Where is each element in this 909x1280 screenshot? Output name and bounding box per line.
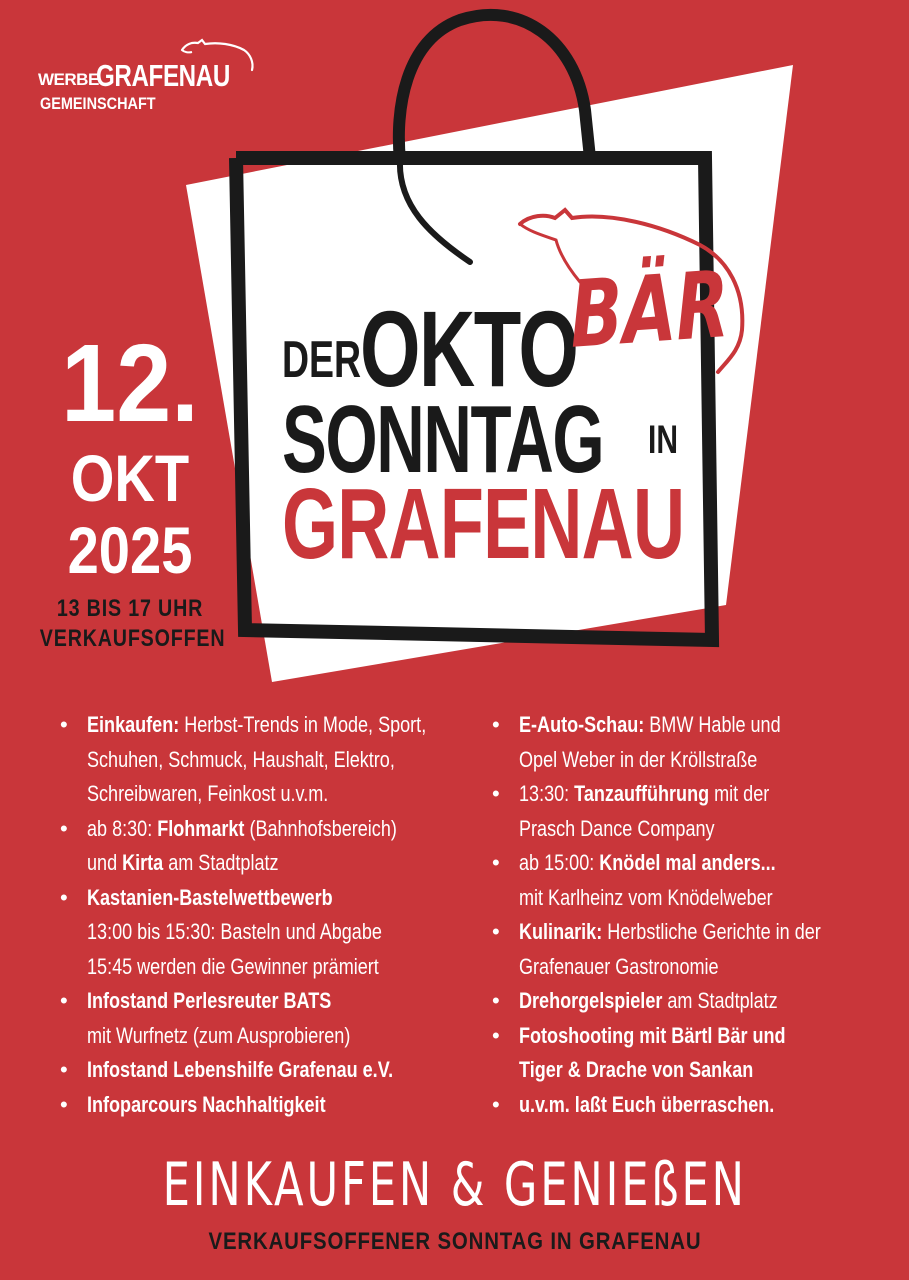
bullet-icon: •	[492, 1091, 500, 1117]
list-item: • Kulinarik: Herbstliche Gerichte in der Grafenauer Gastronomie	[492, 915, 902, 984]
footer-subtitle: VERKAUFSOFFENER SONNTAG IN GRAFENAU	[208, 1228, 701, 1255]
event-open-label: VERKAUFSOFFEN	[39, 625, 226, 652]
event-year: 2025	[67, 513, 193, 587]
bullet-icon: •	[492, 988, 500, 1013]
bullet-icon: •	[60, 884, 68, 910]
list-item: • ab 15:00: Knödel mal anders... mit Karlheinz vom Knödelweber	[492, 846, 902, 915]
list-item: • ab 8:30: Flohmarkt (Bahnhofsbereich) und Kirta am Stadtplatz	[60, 812, 480, 881]
list-item: • Einkaufen: Herbst-Trends in Mode, Sport, Schuhen, Schmuck, Haushalt, Elektro, Schreibwaren, Feinkost u.v.m.	[60, 708, 480, 812]
logo-grafenau-text: GRAFENAU	[96, 58, 230, 93]
list-item: • u.v.m. laßt Euch überraschen.	[492, 1088, 902, 1123]
bullet-icon: •	[492, 712, 500, 737]
list-item: • Infoparcours Nachhaltigkeit	[60, 1088, 480, 1123]
event-month: OKT	[70, 441, 190, 515]
bullet-icon: •	[492, 781, 500, 806]
bullet-icon: •	[492, 1022, 500, 1048]
bullet-icon: •	[60, 1057, 68, 1082]
list-item: • Infostand Perlesreuter BATS mit Wurfnetz (zum Ausprobieren)	[60, 984, 480, 1053]
bullet-icon: •	[492, 919, 500, 944]
title-der: DER	[282, 331, 362, 389]
list-item: • Infostand Lebenshilfe Grafenau e.V.	[60, 1053, 480, 1088]
logo-gemeinschaft-text: GEMEINSCHAFT	[40, 94, 156, 113]
bullet-icon: •	[60, 712, 68, 737]
list-item: • Fotoshooting mit Bärtl Bär und Tiger & Drache von Sankan	[492, 1019, 902, 1088]
title-in: IN	[648, 418, 678, 462]
bullet-icon: •	[60, 815, 68, 841]
bullet-icon: •	[60, 988, 68, 1013]
program-list-left	[60, 708, 480, 1122]
bullet-icon: •	[60, 1091, 68, 1117]
event-day: 12.	[61, 322, 199, 445]
title-grafenau: GRAFENAU	[282, 468, 685, 580]
footer-slogan: EINKAUFEN & GENIEßEN	[162, 1150, 747, 1220]
list-item: • E-Auto-Schau: BMW Hable und Opel Weber in der Kröllstraße	[492, 708, 902, 777]
program-list-right	[492, 708, 902, 1122]
event-time: 13 BIS 17 UHR	[56, 595, 204, 622]
list-item: • Kastanien-Bastelwettbewerb 13:00 bis 15:30: Basteln und Abgabe 15:45 werden die Gewinner prämiert	[60, 881, 480, 985]
list-item: • Drehorgelspieler am Stadtplatz	[492, 984, 902, 1019]
logo-werbe-text: WERBE	[38, 70, 99, 89]
title-baer: BÄR	[568, 250, 732, 369]
bullet-icon: •	[492, 850, 500, 875]
list-item: • 13:30: Tanzaufführung mit der Prasch Dance Company	[492, 777, 902, 846]
title-sonntag: SONNTAG	[282, 386, 604, 493]
title-okto: OKTO	[360, 288, 578, 409]
